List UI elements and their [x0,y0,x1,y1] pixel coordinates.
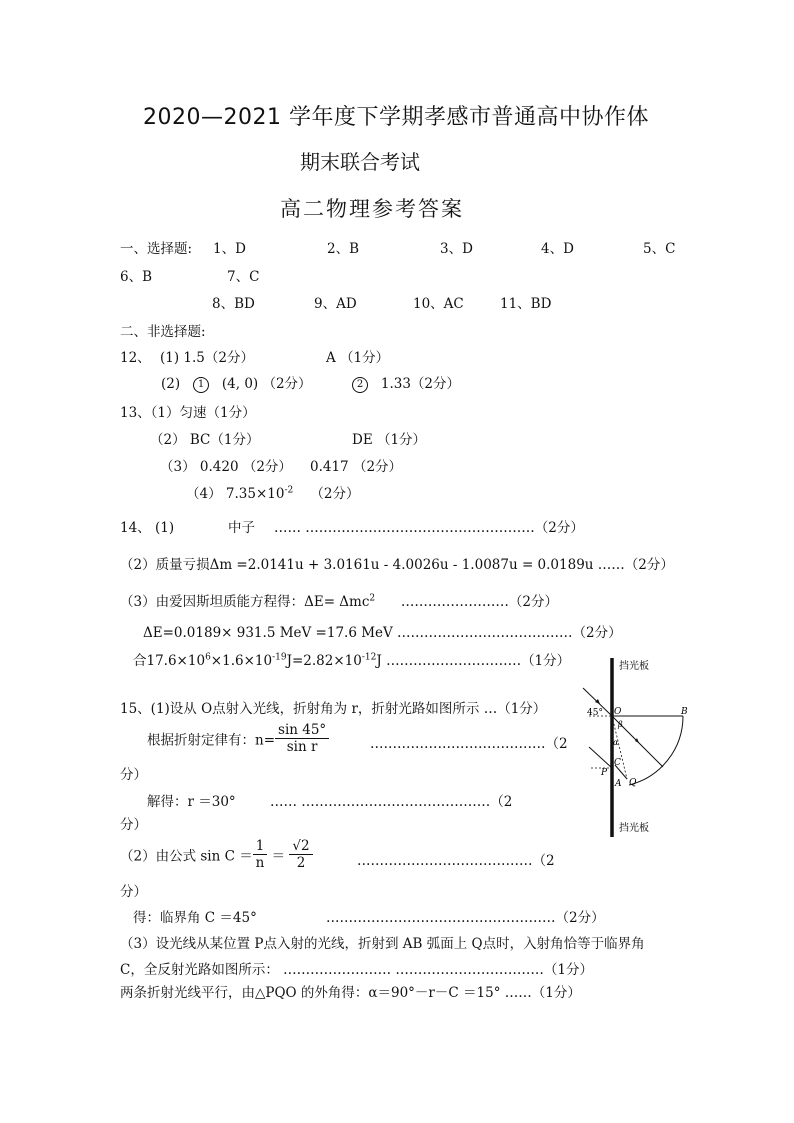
incident-ray-p [589,747,612,768]
label-alpha: α [613,738,619,747]
answer-9: 9、AD [314,296,357,312]
q15-line-5a: 得：临界角 C ＝45° [133,910,257,926]
q12-part2-label: (2) [161,376,181,392]
answer-1: 1、D [213,241,246,257]
q15-frac-1-n [253,838,268,871]
answer-5: 5、C [643,241,676,257]
title-line-1: 2020—2021 学年度下学期孝感市普通高中协作体 [143,105,649,130]
q13-line-4a: （4） 7.35×10 [186,486,285,502]
answer-4: 4、D [541,241,574,257]
q12-part2-a: (4, 0) （2分） [221,376,312,392]
q13-line-4b: （2分） [310,486,360,502]
q14-line-3 [120,590,558,610]
bottom-baffle-label: 挡光板 [619,823,649,834]
q15-fraction [275,722,329,755]
q13-line-3b: 0.417 （2分） [310,459,403,475]
q14-exp-3: -12 [361,652,377,663]
q13-line-4 [186,482,359,502]
q14-line-5b: ×1.6×10 [210,653,273,669]
optics-figure [575,655,705,845]
q15-frac-2: 2 [296,855,306,871]
q13-exp: -2 [284,485,294,496]
q14-line-5a: 合17.6×10 [133,653,206,669]
label-a: A [615,779,622,789]
q15-line-2b: …………………………………（2 [370,736,568,752]
q12-part2-second [352,372,460,393]
q14-line-1a: 14、 (1) [120,520,175,536]
q15-frac-den: sin r [286,739,318,755]
q14-exp-2: -19 [272,652,287,663]
q15-sqrt2: √2 [289,838,312,855]
q14-line-1c: …… ……………………………………………（2分） [274,520,584,536]
q12-part1-b: A （1分） [326,350,390,366]
q14-line-5 [133,649,570,669]
arc-ba [629,716,683,785]
answer-3: 3、D [440,241,473,257]
label-45deg: 45° [587,708,603,718]
section-2-label: 二、非选择题: [120,324,206,340]
q12-number: 12、 [120,350,151,366]
title-line-2: 期末联合考试 [300,150,420,174]
answer-2: 2、B [327,241,360,257]
q15-line-8: 两条折射光线平行，由△PQO 的外角得：α＝90°－r－C ＝15° ……（1分） [120,985,581,1001]
q14-line-4: ΔE=0.0189× 931.5 MeV =17.6 MeV …………………………………（2分） [143,625,622,641]
q15-line-3c: 分） [120,817,147,833]
q14-line-3a: （3）由爱因斯坦质能方程得：ΔE= Δmc [120,594,370,610]
q15-line-6: （3）设光线从某位置 P点入射的光线，折射到 AB 弧面上 Q点时，入射角恰等于临界角 [120,936,645,952]
top-baffle-label: 挡光板 [619,661,649,672]
q13-line-1: 13、（1）匀速（1分） [120,405,256,421]
q15-line-3b: …… ……………………………………（2 [270,794,513,810]
arrow-refracted-o [635,738,639,743]
label-c: C [614,758,621,768]
q15-line-2c: 分） [120,767,147,783]
section-1-label: 一、选择题: [120,241,193,257]
q15-frac-num: sin 45° [275,722,329,739]
label-beta: β [618,720,623,729]
q15-line-7: C，全反射光路如图所示： …………………… ……………………………（1分） [120,962,594,978]
q14-line-5c: J=2.82×10 [286,653,362,669]
q15-line-1: 15、(1)设从 O点射入光线，折射角为 r，折射光路如图所示 …（1分） [120,701,547,717]
label-q: Q [629,778,637,788]
answer-8: 8、BD [212,296,255,312]
q14-line-5d: J …………………………（1分） [376,653,571,669]
answer-6: 6、B [120,269,153,285]
answer-10: 10、AC [413,296,464,312]
q12-part1: (1) 1.5（2分） [160,350,254,366]
q15-frac-1: 1 [253,838,268,855]
q15-line-2a: 根据折射定律有：n= [147,732,276,749]
answer-11: 11、BD [500,296,552,312]
answer-7: 7、C [227,269,260,285]
label-b: B [681,707,688,717]
q14-exp-c2: 2 [369,593,376,604]
q15-line-2 [147,722,329,755]
q15-line-5b: ……………………………………………（2分） [326,910,605,926]
title-line-3: 高二物理参考答案 [280,197,464,221]
q15-line-4c: 分） [120,884,147,900]
q14-line-1b: 中子 [228,520,255,536]
q14-line-3b: ……………………（2分） [400,594,558,610]
q13-line-3a: （3） 0.420 （2分） [160,459,292,475]
label-p: P [601,768,608,778]
q15-frac-sqrt2 [289,838,312,871]
q14-line-2: （2）质量亏损Δm =2.0141u + 3.0161u - 4.0026u - 1.0087u = 0.0189u ……（2分） [120,557,674,573]
circled-1: 1 [193,377,209,393]
q13-line-2b: DE （1分） [352,432,427,448]
q12-part2 [161,372,312,393]
q15-line-4-eq: ＝ [271,848,286,865]
q15-line-4b: …………………………………（2 [357,853,555,869]
q15-line-3a: 解得：r ＝30° [147,794,236,810]
q15-frac-n: n [255,855,265,871]
circled-2: 2 [352,377,368,393]
q12-part2-b: 1.33（2分） [380,376,461,392]
q13-line-2a: （2） BC（1分） [150,432,260,448]
q15-line-4a: （2）由公式 sin C ＝ [120,848,253,865]
q14-exp-1: 6 [205,652,211,663]
label-o: O [614,707,622,717]
q15-line-4 [120,838,313,871]
